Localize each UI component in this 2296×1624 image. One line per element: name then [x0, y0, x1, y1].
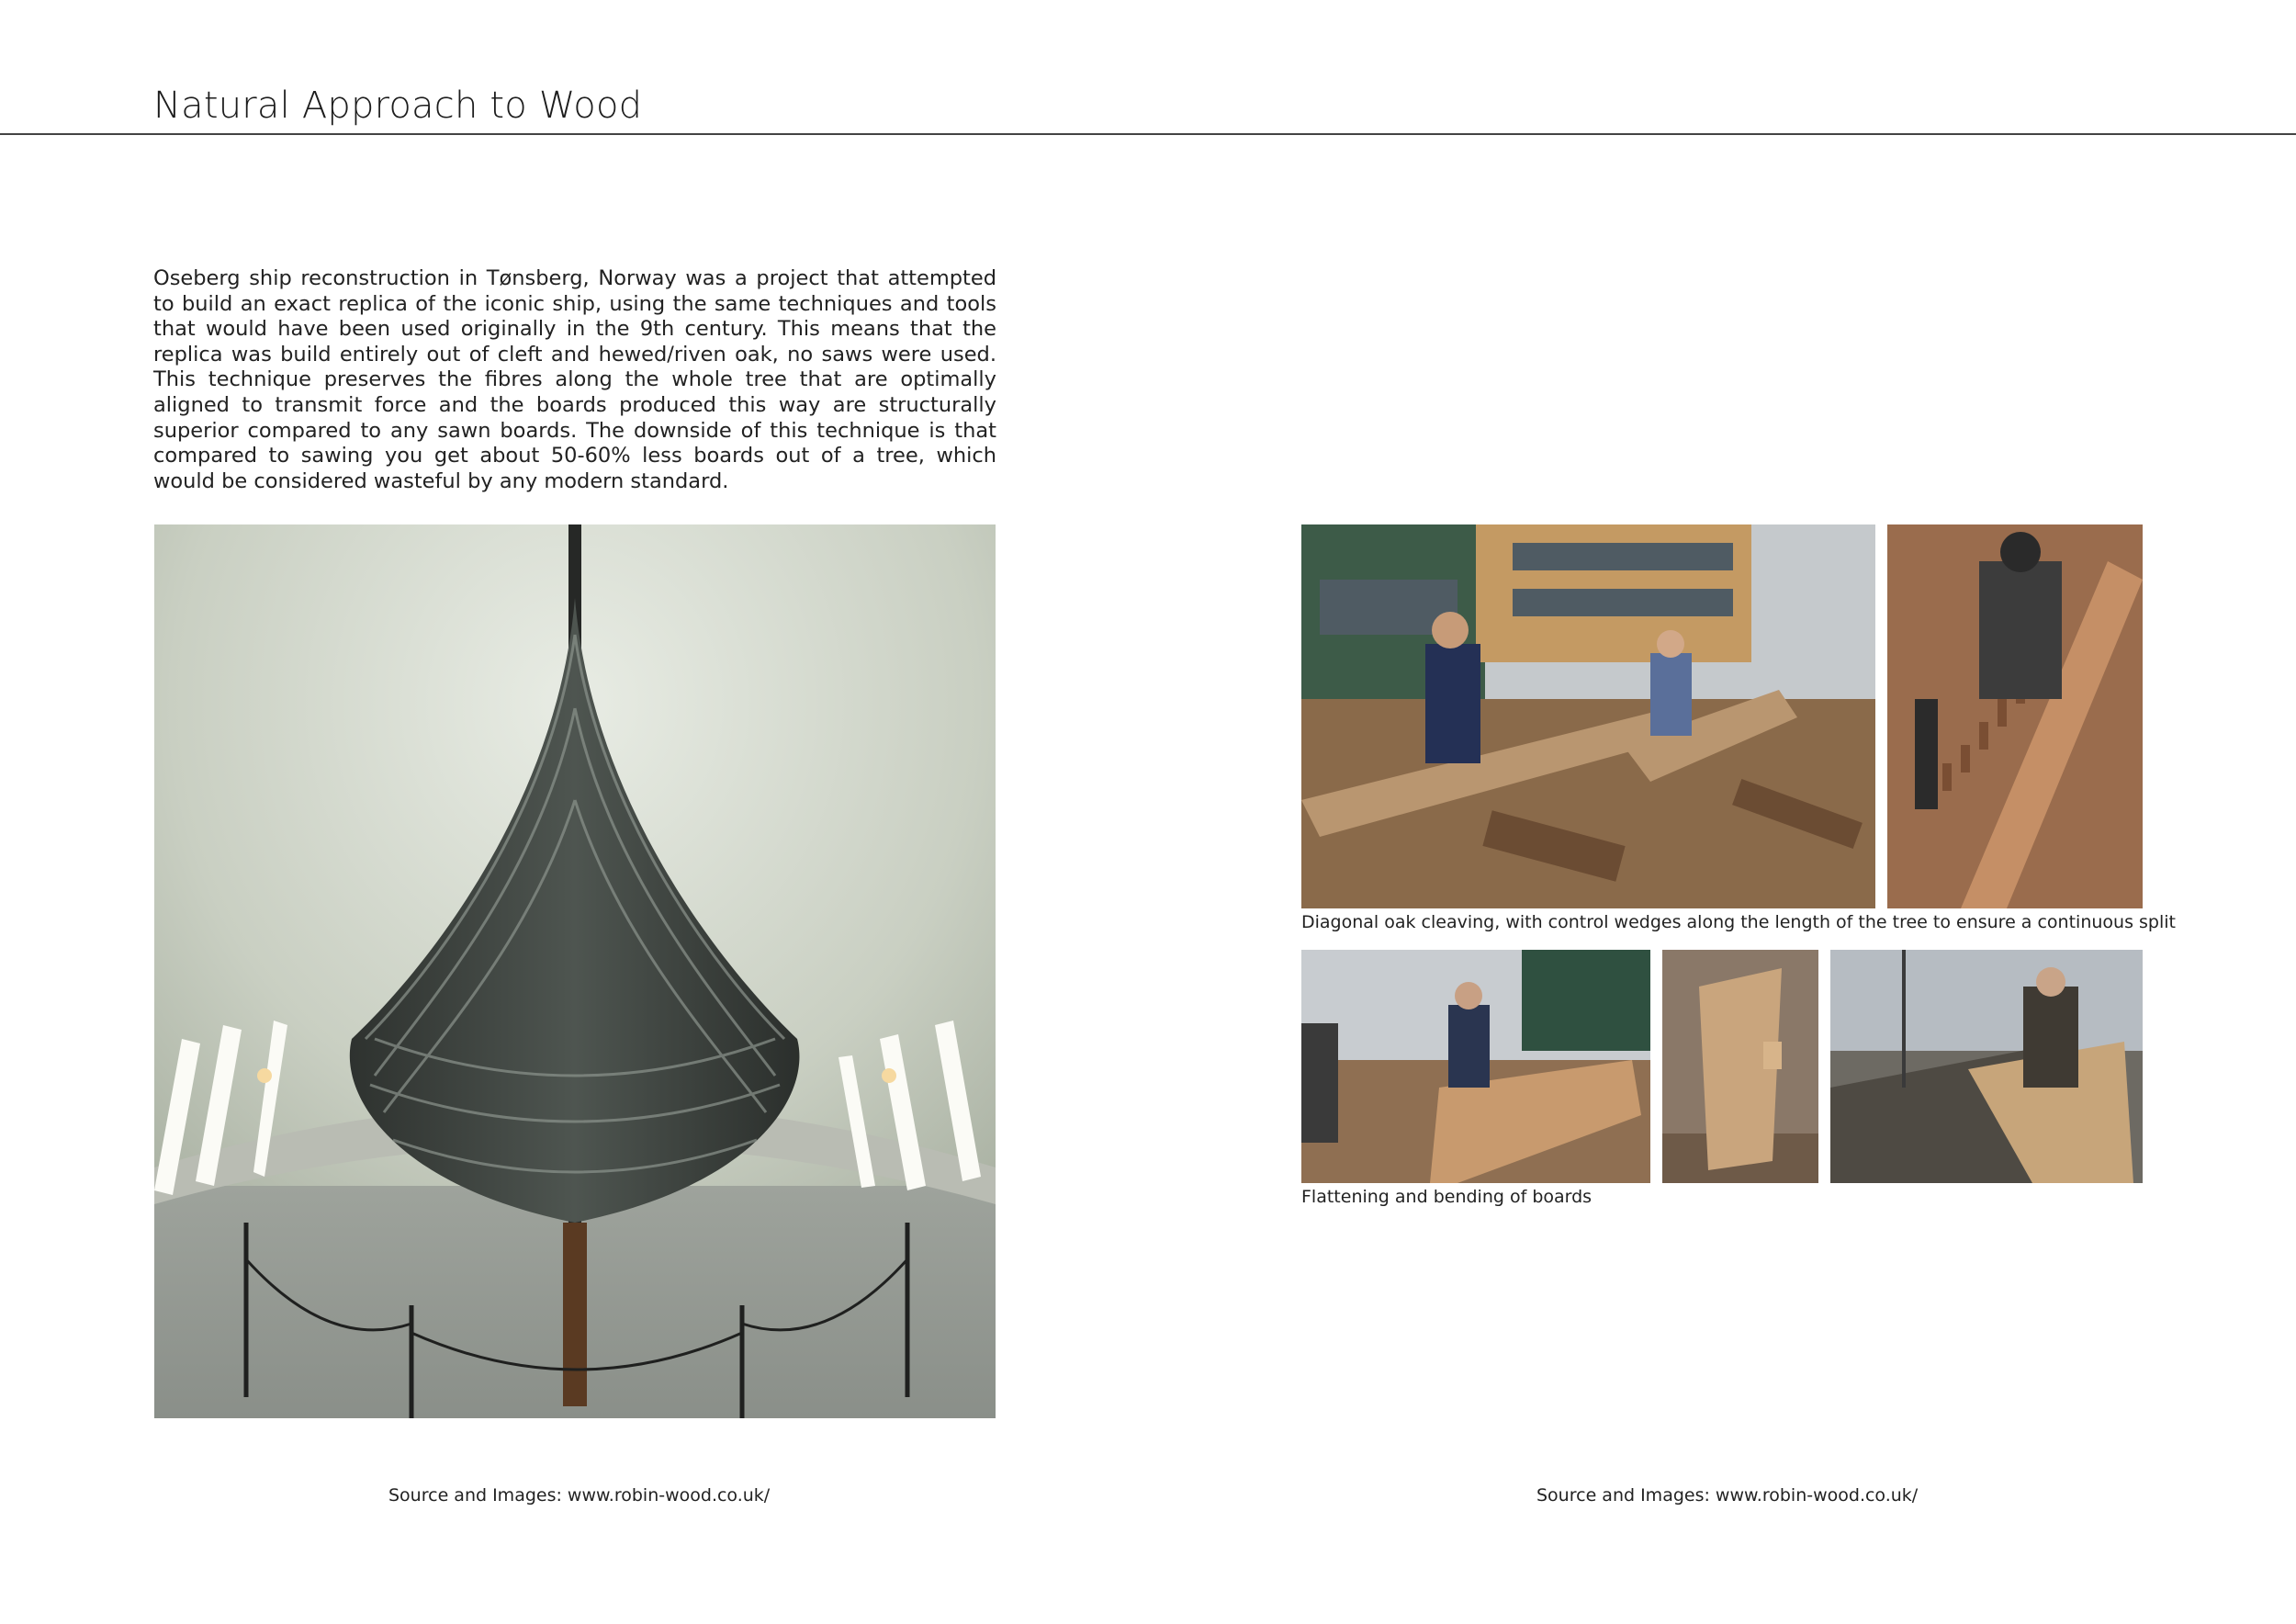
- cleaving-wide-photo: [1301, 524, 1875, 908]
- page-title: Natural Approach to Wood: [153, 85, 643, 127]
- cleaving-wedges-photo: [1887, 524, 2143, 908]
- source-credit-left: Source and Images: www.robin-wood.co.uk/: [388, 1485, 771, 1506]
- intro-paragraph: Oseberg ship reconstruction in Tønsberg, Norway was a project that attempted to build an exact replica of the iconic ship, using the same techniques and tools that would have been used originally in the 9th century. This means that the replica was build entirely out of cleft and hewed/riven oak, no saws were used. This technique preserves the fibres along the whole tree that are optimally aligned to transmit force and the boards produced this way are structurally superior compared to any sawn boards. The downside of this technique is that compared to sawing you get about 50-60% less boards out of a tree, which would be considered wasteful by any modern standard.: [153, 266, 996, 493]
- bending-photo: [1830, 950, 2143, 1183]
- ship-hall-photo: [154, 524, 996, 1418]
- board-closeup-photo: [1662, 950, 1818, 1183]
- title-divider: [0, 133, 2296, 135]
- flattening-photo: [1301, 950, 1650, 1183]
- flattening-caption: Flattening and bending of boards: [1301, 1187, 1593, 1207]
- cleaving-caption: Diagonal oak cleaving, with control wedges along the length of the tree to ensure a continuous split: [1301, 912, 2176, 932]
- source-credit-right: Source and Images: www.robin-wood.co.uk/: [1536, 1485, 1919, 1506]
